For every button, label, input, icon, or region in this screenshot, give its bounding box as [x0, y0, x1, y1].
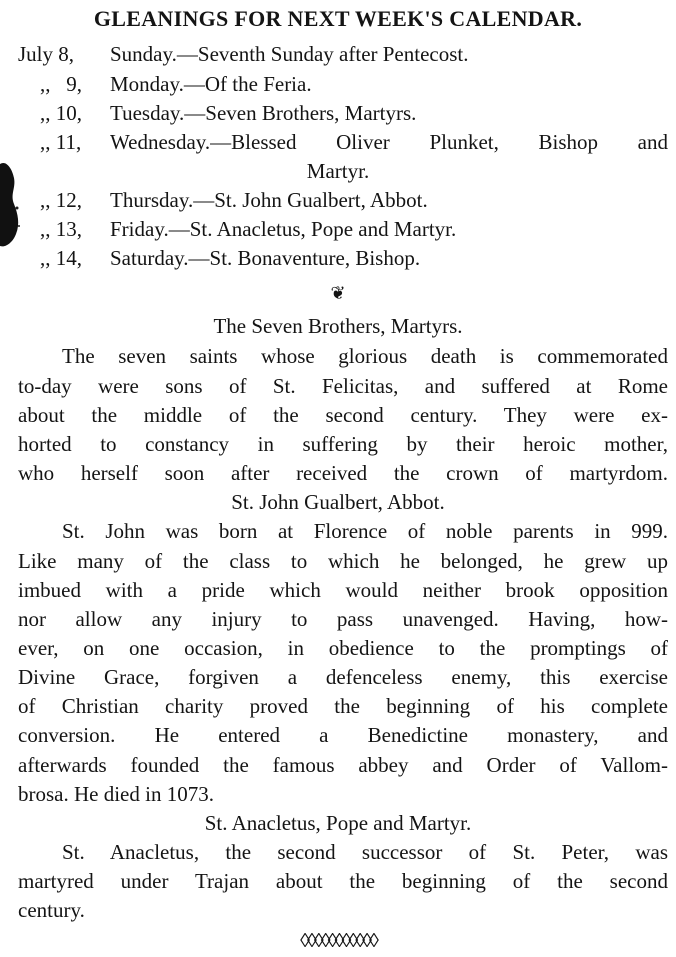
calendar-entry: Sunday.—Seventh Sunday after Pentecost. — [110, 42, 469, 66]
paragraph-line: century. — [18, 898, 85, 922]
section-title: The Seven Brothers, Martyrs. — [213, 314, 463, 338]
section-title: St. Anacletus, Pope and Martyr. — [204, 811, 472, 835]
calendar-entry-continuation: Martyr. — [306, 159, 370, 183]
calendar-ditto: ,, 11, — [40, 130, 82, 154]
paragraph-line: The seven saints whose glorious death is commemorated — [62, 344, 668, 368]
paragraph-line: to-day were sons of St. Felicitas, and suffered at Rome — [18, 374, 668, 398]
paragraph-line: ever, on one occasion, in obedience to the promptings of — [18, 636, 668, 660]
paragraph-line: nor allow any injury to pass unavenged. Having, how- — [18, 607, 668, 631]
calendar-entry: Tuesday.—Seven Brothers, Martyrs. — [110, 101, 417, 125]
calendar-ditto: ,, 12, — [40, 188, 82, 212]
paragraph-line: martyred under Trajan about the beginning of the second — [18, 869, 668, 893]
calendar-entry: Friday.—St. Anacletus, Pope and Martyr. — [110, 217, 457, 241]
border-ornament: ◊◊◊◊◊◊◊◊◊◊◊ — [300, 930, 376, 952]
calendar-entry: Monday.—Of the Feria. — [110, 72, 312, 96]
calendar-month: July 8, — [18, 42, 75, 66]
paragraph-line: afterwards founded the famous abbey and Order of Vallom- — [18, 753, 668, 777]
paragraph-line: horted to constancy in suffering by their heroic mother, — [18, 432, 668, 456]
calendar-entry: Saturday.—St. Bonaventure, Bishop. — [110, 246, 421, 270]
calendar-ditto: ,, 9, — [40, 72, 82, 96]
paragraph-line: St. John was born at Florence of noble parents in 999. — [62, 519, 668, 543]
calendar-ditto: ,, 10, — [40, 101, 82, 125]
paragraph-line: St. Anacletus, the second successor of St. Peter, was — [62, 840, 668, 864]
paragraph-line: Divine Grace, forgiven a defenceless enemy, this exercise — [18, 665, 668, 689]
paragraph-line: of Christian charity proved the beginning of his complete — [18, 694, 668, 718]
paragraph-line: brosa. He died in 1073. — [18, 782, 214, 806]
paragraph-line: Like many of the class to which he belonged, he grew up — [18, 549, 668, 573]
paragraph-line: who herself soon after received the crown of martyrdom. — [18, 461, 668, 485]
calendar-ditto: ,, 13, — [40, 217, 82, 241]
paragraph-line: conversion. He entered a Benedictine monastery, and — [18, 723, 668, 747]
fleuron-ornament: ❦ — [330, 283, 346, 303]
page-heading: GLEANINGS FOR NEXT WEEK'S CALENDAR. — [93, 6, 583, 31]
calendar-entry: Thursday.—St. John Gualbert, Abbot. — [110, 188, 428, 212]
section-title: St. John Gualbert, Abbot. — [231, 490, 445, 514]
paragraph-line: about the middle of the second century. They were ex- — [18, 403, 668, 427]
paragraph-line: imbued with a pride which would neither brook opposition — [18, 578, 668, 602]
calendar-entry: Wednesday.—Blessed Oliver Plunket, Bishop and — [110, 130, 668, 154]
calendar-ditto: ,, 14, — [40, 246, 82, 270]
